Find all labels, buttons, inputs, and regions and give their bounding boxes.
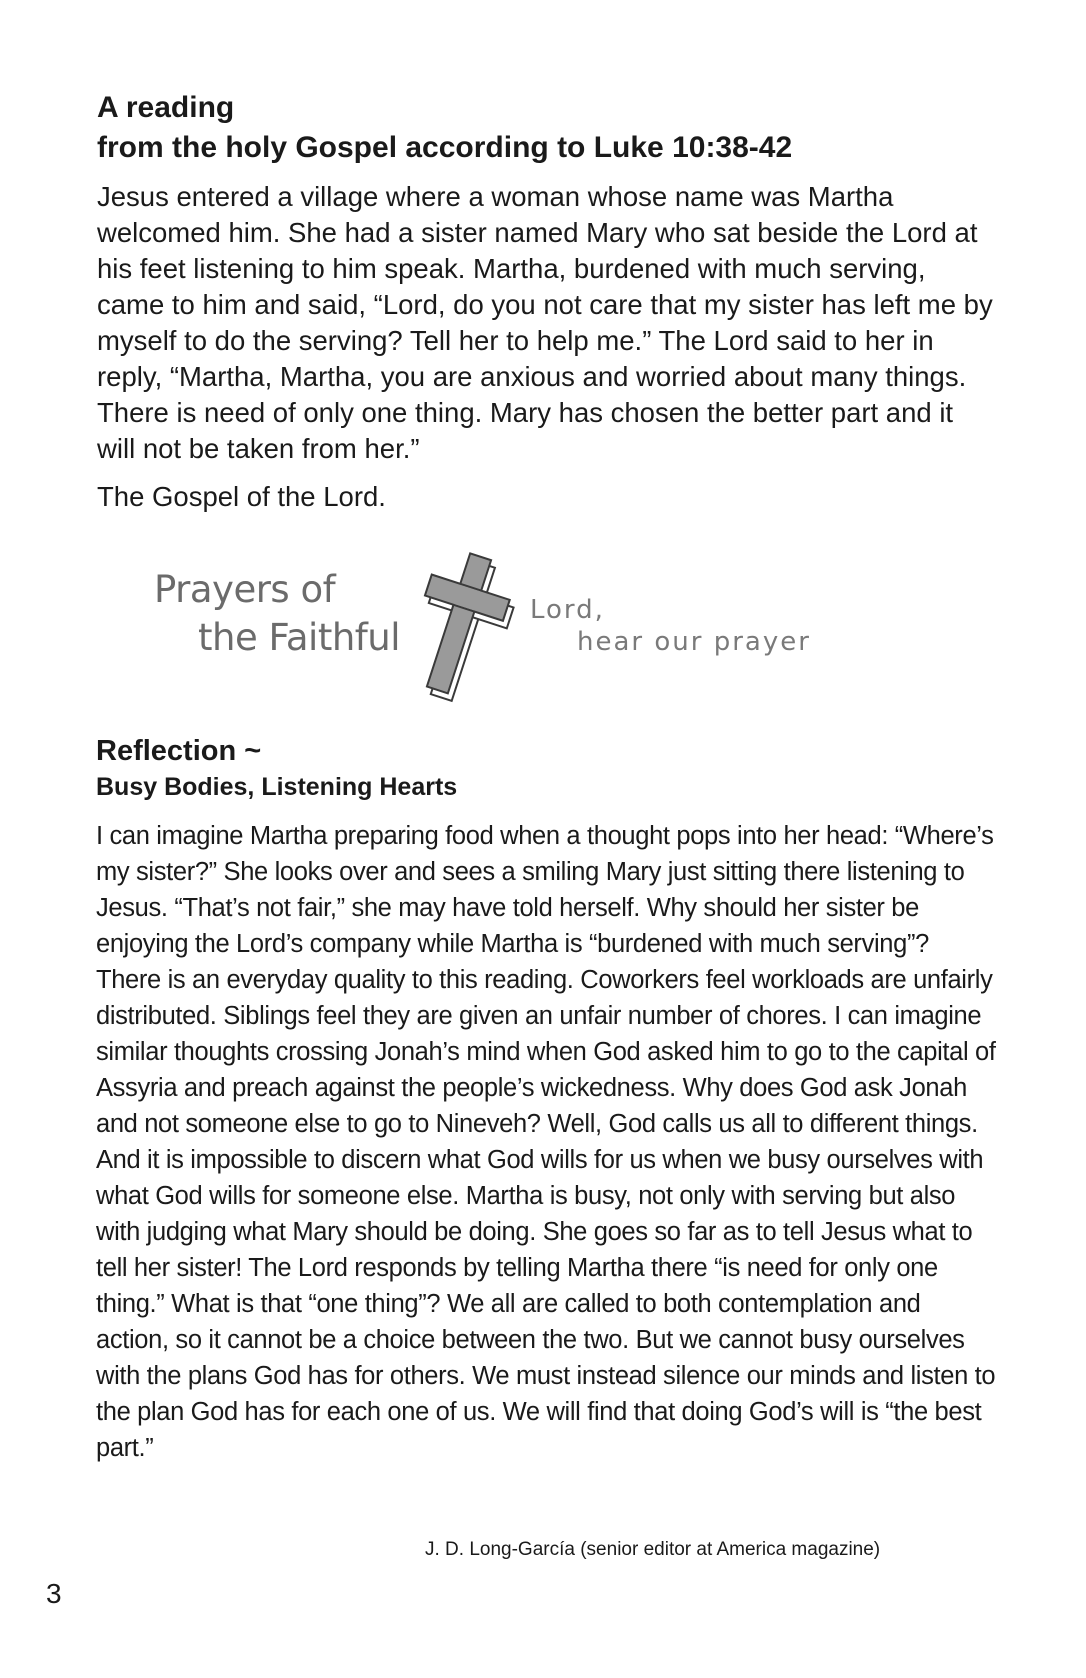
reading-heading-line2: from the holy Gospel according to Luke 10:38-42	[97, 131, 793, 164]
prayers-of-the-faithful-banner	[150, 550, 910, 710]
banner-title-line1: Prayers of	[154, 568, 336, 611]
gospel-closing: The Gospel of the Lord.	[97, 481, 386, 512]
reading-heading-line1: A reading	[97, 91, 235, 124]
gospel-text: Jesus entered a village where a woman whose name was Martha welcomed him. She had a sister named Mary who sat beside the Lord at his feet listening to him speak. Martha, burdened with much serving, came to him and said, “Lord, do you not care that my sister has left me by myself to do the serving? Tell her to help me.” The Lord said to her in reply, “Martha, Martha, you are anxious and worried about many things. There is need of only one thing. Mary has chosen the better part and it will not be taken from her.”	[97, 181, 993, 464]
cross-icon	[400, 550, 520, 710]
reading-heading	[97, 88, 997, 168]
response-line1: Lord,	[530, 595, 605, 625]
page-number: 3	[46, 1578, 62, 1609]
response-line2: hear our prayer	[577, 627, 811, 657]
reflection-title: Reflection ~	[96, 735, 262, 767]
reflection-subtitle: Busy Bodies, Listening Hearts	[96, 773, 458, 801]
banner-title-line2: the Faithful	[198, 616, 401, 659]
reflection-text: I can imagine Martha preparing food when a thought pops into her head: “Where’s my sister?” She looks over and sees a smiling Mary just sitting there listening to Jesus. “That’s not fair,” she may have told herself. Why should her sister be enjoying the Lord’s company while Martha is “burdened with much serving”? There is an everyday quality to this reading. Coworkers feel workloads are unfairly distributed. Siblings feel they are given an unfair number of chores. I can imagine similar thoughts crossing Jonah’s mind when God asked him to go to the capital of Assyria and preach against the people’s wickedness. Why does God ask Jonah and not someone else to go to Nineveh? Well, God calls us all to different things. And it is impossible to discern what God wills for us when we busy ourselves with what God wills for someone else. Martha is busy, not only with serving but also with judging what Mary should be doing. She goes so far as to tell Jesus what to tell her sister! The Lord responds by telling Martha there “is need for only one thing.” What is that “one thing”? We all are called to both contemplation and action, so it cannot be a choice between the two. But we cannot busy ourselves with the plans God has for others. We must instead silence our minds and listen to the plan God has for each one of us. We will find that doing God’s will is “the best part.”	[96, 822, 996, 1462]
reflection-attribution: J. D. Long-García (senior editor at America magazine)	[425, 1539, 881, 1560]
